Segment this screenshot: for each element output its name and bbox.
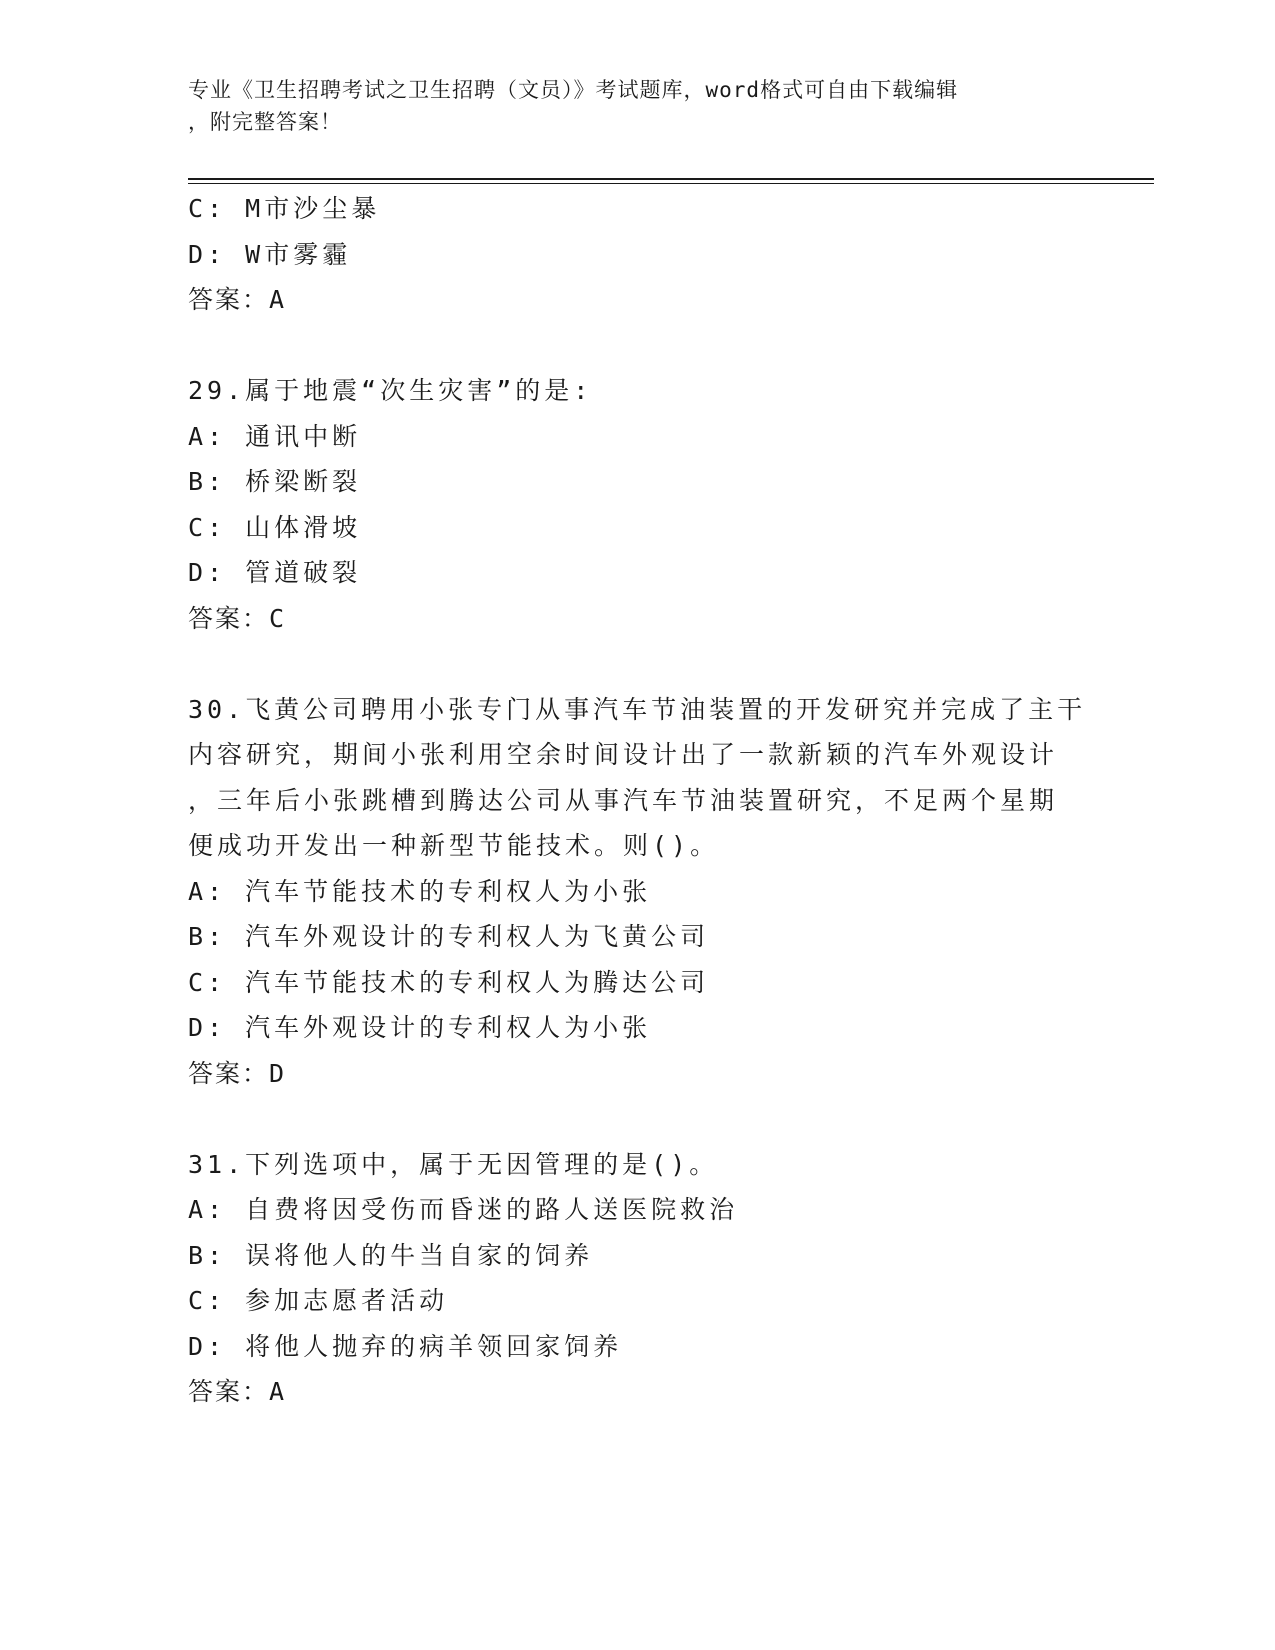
question-stem: 内容研究，期间小张利用空余时间设计出了一款新颖的汽车外观设计 — [188, 740, 1059, 769]
header-divider-thin — [188, 183, 1154, 184]
question-stem: 29.属于地震“次生灾害”的是: — [188, 376, 593, 405]
option-c: C: 参加志愿者活动 — [188, 1286, 449, 1315]
option-c: C: 山体滑坡 — [188, 512, 362, 542]
option-d: D: 将他人抛弃的病羊领回家饲养 — [188, 1331, 623, 1361]
prev-question — [188, 186, 1088, 323]
question-stem: 30.飞黄公司聘用小张专门从事汽车节油装置的开发研究并完成了主干 — [188, 694, 1087, 724]
answer-line: 答案：D — [188, 1058, 287, 1088]
option-d: D: 管道破裂 — [188, 558, 362, 587]
question-stem: 便成功开发出一种新型节能技术。则()。 — [188, 831, 720, 860]
option-b: B: 桥梁断裂 — [188, 467, 362, 496]
option-c: C: 汽车节能技术的专利权人为腾达公司 — [188, 967, 710, 997]
option-c: C: M市沙尘暴 — [188, 194, 381, 223]
question-stem: ，三年后小张跳槽到腾达公司从事汽车节油装置研究，不足两个星期 — [188, 785, 1059, 815]
option-a: A: 汽车节能技术的专利权人为小张 — [188, 876, 652, 906]
answer-line: 答案：A — [188, 285, 287, 314]
option-d: D: W市雾霾 — [188, 239, 352, 269]
header-divider-thick — [188, 178, 1154, 180]
question-29 — [188, 368, 1088, 641]
option-a: A: 自费将因受伤而昏迷的路人送医院救治 — [188, 1195, 739, 1224]
question-31 — [188, 1142, 1088, 1415]
question-list — [188, 186, 1088, 1415]
question-stem: 31.下列选项中，属于无因管理的是()。 — [188, 1149, 719, 1179]
option-b: B: 误将他人的牛当自家的饲养 — [188, 1240, 594, 1270]
question-30 — [188, 687, 1088, 1097]
header-line-2: ，附完整答案！ — [188, 110, 342, 134]
answer-line: 答案：A — [188, 1377, 287, 1406]
option-a: A: 通讯中断 — [188, 421, 362, 451]
document-header — [188, 74, 1088, 138]
option-d: D: 汽车外观设计的专利权人为小张 — [188, 1013, 652, 1042]
header-line-1: 专业《卫生招聘考试之卫生招聘（文员）》考试题库，word格式可自由下载编辑 — [188, 78, 959, 102]
option-b: B: 汽车外观设计的专利权人为飞黄公司 — [188, 922, 710, 951]
answer-line: 答案：C — [188, 603, 287, 633]
